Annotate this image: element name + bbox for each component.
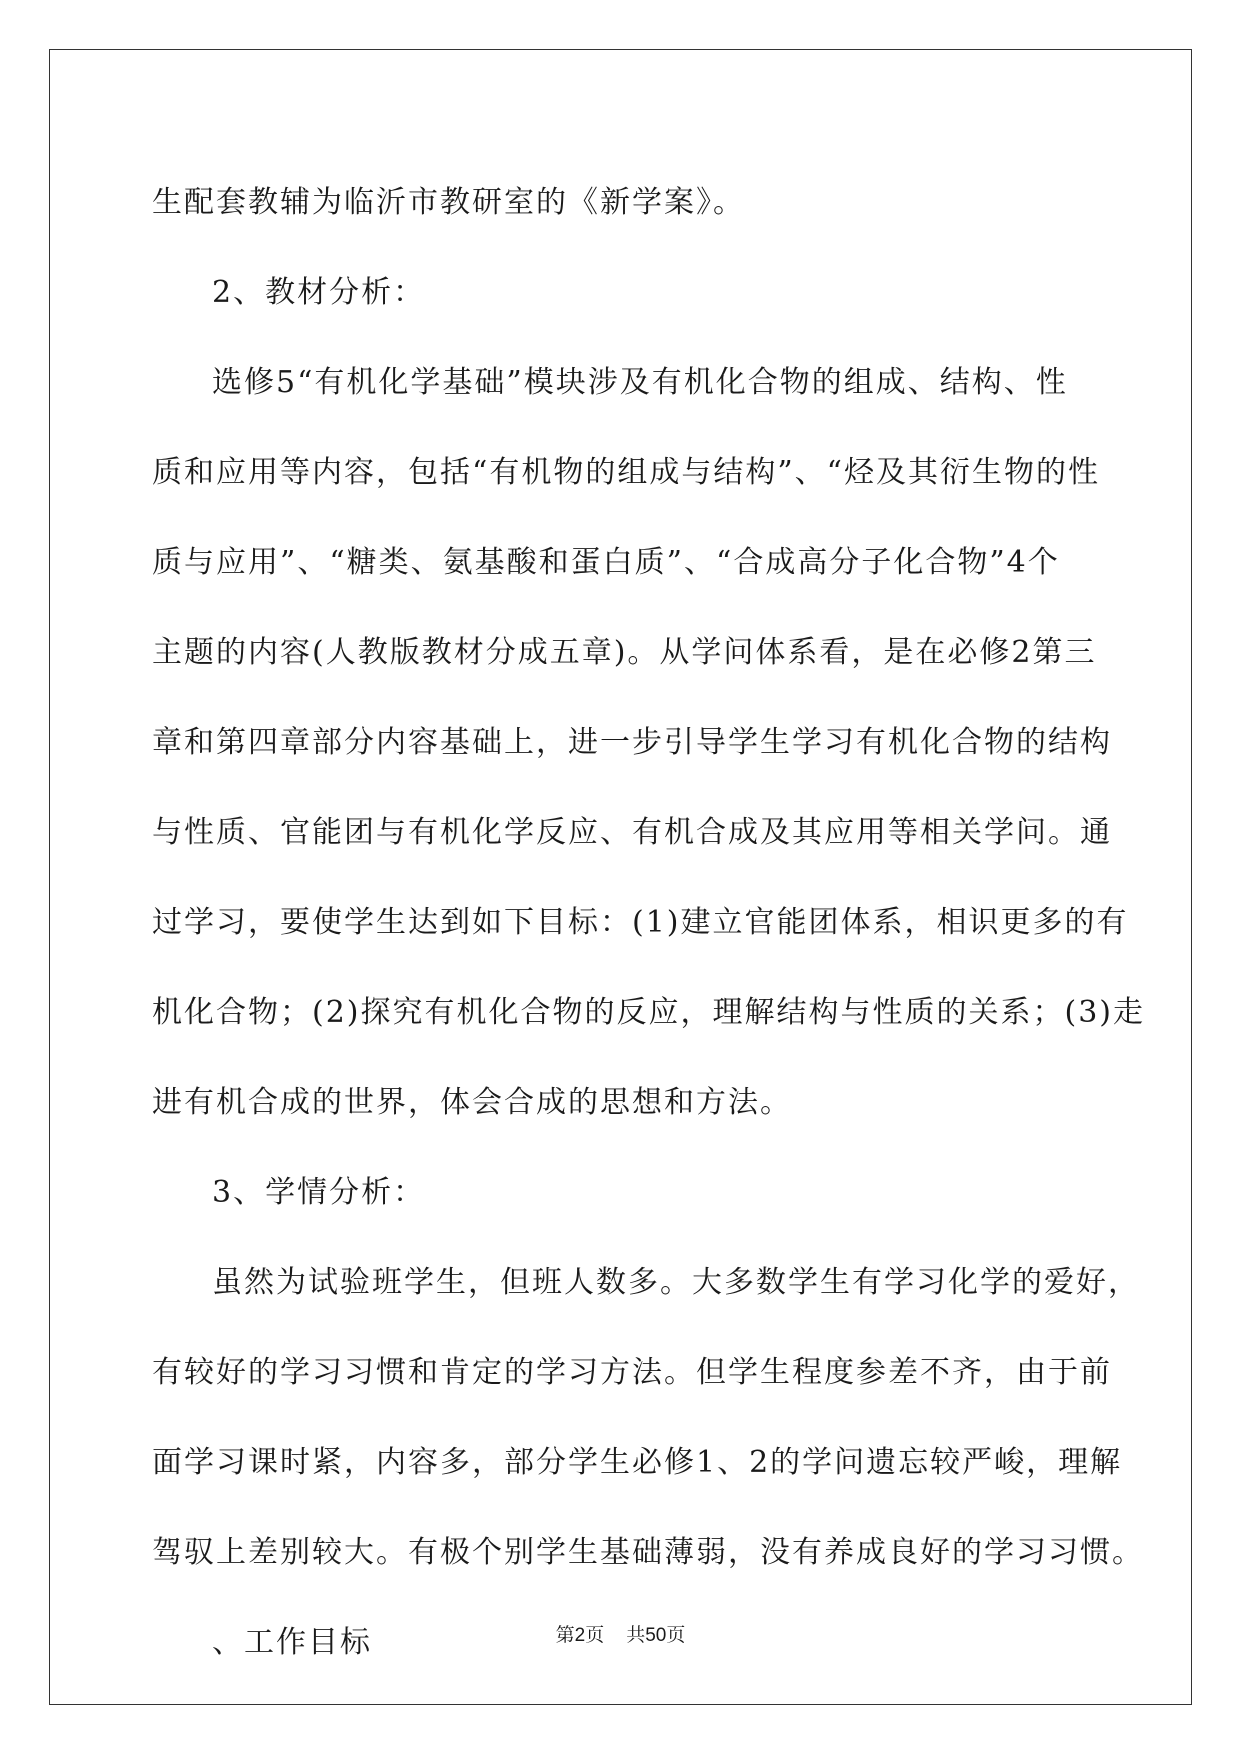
paragraph-line: 章和第四章部分内容基础上，进一步引导学生学习有机化合物的结构 xyxy=(152,725,1112,760)
section-heading-student-analysis: 3、学情分析： xyxy=(212,1175,426,1210)
page-label-prefix: 第 xyxy=(555,1625,575,1646)
paragraph-line: 选修5“有机化学基础”模块涉及有机化合物的组成、结构、性 xyxy=(212,365,1068,400)
document-body xyxy=(152,158,1145,1688)
paragraph-line: 虽然为试验班学生，但班人数多。大多数学生有学习化学的爱好， xyxy=(212,1265,1140,1300)
page-number: 2 xyxy=(574,1625,586,1646)
section-heading-work-goals: 、工作目标 xyxy=(212,1625,372,1660)
paragraph-line: 有较好的学习习惯和肯定的学习方法。但学生程度参差不齐，由于前 xyxy=(152,1355,1112,1390)
paragraph-line: 过学习，要使学生达到如下目标：(1)建立官能团体系，相识更多的有 xyxy=(152,905,1129,940)
total-label-suffix: 页 xyxy=(666,1625,686,1646)
paragraph-line: 面学习课时紧，内容多，部分学生必修1、2的学问遗忘较严峻，理解 xyxy=(152,1445,1123,1480)
paragraph-line: 质与应用”、“糖类、氨基酸和蛋白质”、“合成高分子化合物”4个 xyxy=(152,545,1060,580)
page-footer xyxy=(0,1620,1241,1647)
paragraph-line: 进有机合成的世界，体会合成的思想和方法。 xyxy=(152,1085,792,1120)
total-label-prefix: 共 xyxy=(626,1625,646,1646)
paragraph-line: 生配套教辅为临沂市教研室的《新学案》。 xyxy=(152,185,745,220)
paragraph-line: 驾驭上差别较大。有极个别学生基础薄弱，没有养成良好的学习习惯。 xyxy=(152,1535,1144,1570)
total-pages: 50 xyxy=(645,1625,667,1646)
page-label-suffix: 页 xyxy=(585,1625,605,1646)
paragraph-line: 机化合物；(2)探究有机化合物的反应，理解结构与性质的关系；(3)走 xyxy=(152,995,1145,1030)
paragraph-line: 与性质、官能团与有机化学反应、有机合成及其应用等相关学问。通 xyxy=(152,815,1112,850)
paragraph-line: 主题的内容(人教版教材分成五章)。从学问体系看，是在必修2第三 xyxy=(152,635,1097,670)
section-heading-textbook-analysis: 2、教材分析： xyxy=(212,275,426,310)
paragraph-line: 质和应用等内容，包括“有机物的组成与结构”、“烃及其衍生物的性 xyxy=(152,455,1101,490)
